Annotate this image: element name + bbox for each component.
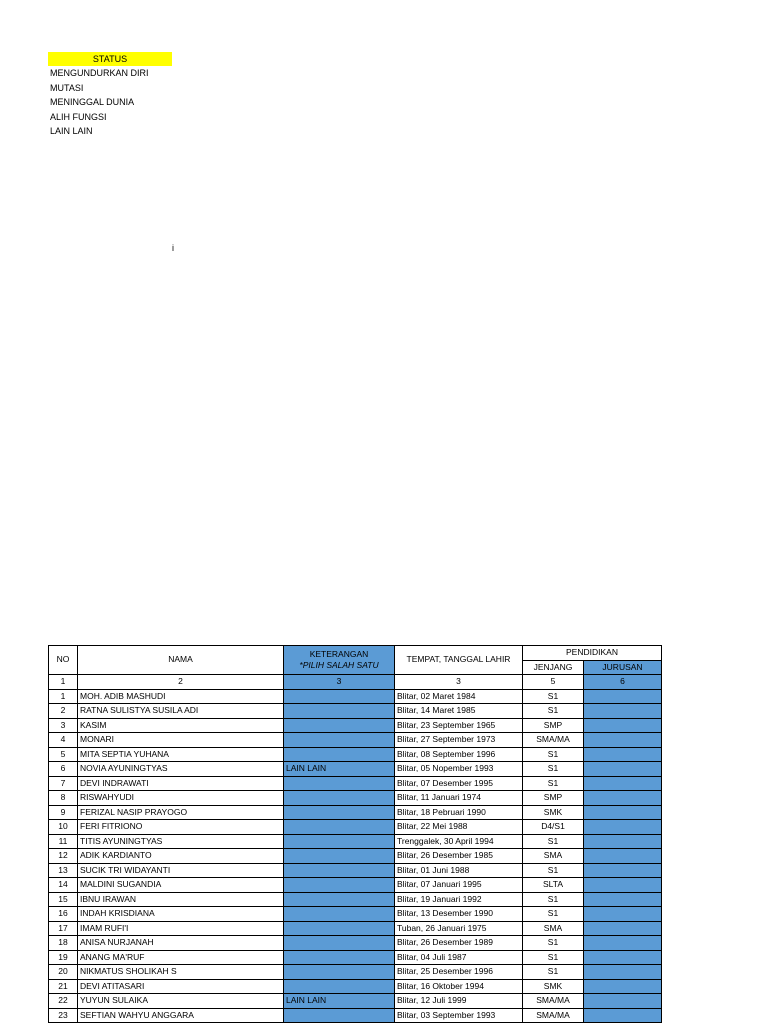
cell-keterangan[interactable] [284, 950, 395, 965]
cell-no: 11 [49, 834, 78, 849]
cell-keterangan[interactable] [284, 733, 395, 748]
cell-ttl: Blitar, 27 September 1973 [395, 733, 523, 748]
cell-jurusan[interactable] [584, 718, 662, 733]
cell-nama: INDAH KRISDIANA [78, 907, 284, 922]
cell-ttl: Blitar, 04 Juli 1987 [395, 950, 523, 965]
table-row [49, 863, 662, 878]
cell-ttl: Blitar, 07 Desember 1995 [395, 776, 523, 791]
cell-jurusan[interactable] [584, 834, 662, 849]
cell-jenjang: S1 [523, 892, 584, 907]
cell-ttl: Blitar, 19 Januari 1992 [395, 892, 523, 907]
numbering-cell: 3 [395, 675, 523, 690]
table-row [49, 820, 662, 835]
cell-no: 7 [49, 776, 78, 791]
cell-jurusan[interactable] [584, 878, 662, 893]
cell-jenjang: SMK [523, 805, 584, 820]
cell-nama: ANISA NURJANAH [78, 936, 284, 951]
cell-jurusan[interactable] [584, 994, 662, 1009]
cell-keterangan[interactable] [284, 921, 395, 936]
table-row [49, 776, 662, 791]
cell-keterangan[interactable] [284, 849, 395, 864]
cell-jenjang: SMP [523, 718, 584, 733]
cell-ttl: Blitar, 23 September 1965 [395, 718, 523, 733]
cell-no: 20 [49, 965, 78, 980]
cell-ttl: Blitar, 02 Maret 1984 [395, 689, 523, 704]
cell-jurusan[interactable] [584, 820, 662, 835]
cell-jurusan[interactable] [584, 907, 662, 922]
cell-nama: YUYUN SULAIKA [78, 994, 284, 1009]
numbering-cell: 2 [78, 675, 284, 690]
table-row [49, 791, 662, 806]
cell-keterangan[interactable] [284, 704, 395, 719]
cell-keterangan[interactable] [284, 689, 395, 704]
cell-nama: ANANG MA'RUF [78, 950, 284, 965]
cell-keterangan[interactable]: LAIN LAIN [284, 762, 395, 777]
cell-nama: DEVI INDRAWATI [78, 776, 284, 791]
table-row [49, 921, 662, 936]
header-keterangan-label: KETERANGAN [309, 649, 369, 659]
table-row [49, 762, 662, 777]
numbering-cell: 6 [584, 675, 662, 690]
cell-jenjang: S1 [523, 689, 584, 704]
cell-ttl: Blitar, 13 Desember 1990 [395, 907, 523, 922]
cell-jurusan[interactable] [584, 805, 662, 820]
cell-jenjang: S1 [523, 965, 584, 980]
cell-keterangan[interactable] [284, 820, 395, 835]
cell-jurusan[interactable] [584, 892, 662, 907]
cell-nama: FERIZAL NASIP PRAYOGO [78, 805, 284, 820]
cell-keterangan[interactable] [284, 965, 395, 980]
table-row [49, 878, 662, 893]
cell-keterangan[interactable] [284, 776, 395, 791]
cell-no: 13 [49, 863, 78, 878]
table-row [49, 965, 662, 980]
header-jenjang: JENJANG [523, 660, 584, 675]
cell-jenjang: SMA/MA [523, 1008, 584, 1023]
cell-nama: TITIS AYUNINGTYAS [78, 834, 284, 849]
cell-nama: KASIM [78, 718, 284, 733]
cell-jenjang: SLTA [523, 878, 584, 893]
cell-jurusan[interactable] [584, 936, 662, 951]
table-row [49, 733, 662, 748]
cell-ttl: Blitar, 07 Januari 1995 [395, 878, 523, 893]
cell-jurusan[interactable] [584, 776, 662, 791]
header-nama: NAMA [78, 646, 284, 675]
cell-jenjang: S1 [523, 776, 584, 791]
table-row [49, 1008, 662, 1023]
cell-jurusan[interactable] [584, 863, 662, 878]
cell-no: 3 [49, 718, 78, 733]
cell-no: 17 [49, 921, 78, 936]
cell-keterangan[interactable] [284, 878, 395, 893]
cell-nama: IMAM RUFI'I [78, 921, 284, 936]
cell-jurusan[interactable] [584, 762, 662, 777]
cell-nama: IBNU IRAWAN [78, 892, 284, 907]
cell-nama: SUCIK TRI WIDAYANTI [78, 863, 284, 878]
stray-text: i [172, 243, 174, 253]
cell-no: 19 [49, 950, 78, 965]
cell-ttl: Blitar, 05 Nopember 1993 [395, 762, 523, 777]
cell-ttl: Blitar, 25 Desember 1996 [395, 965, 523, 980]
cell-no: 2 [49, 704, 78, 719]
cell-jurusan[interactable] [584, 1008, 662, 1023]
cell-no: 14 [49, 878, 78, 893]
status-item: ALIH FUNGSI [50, 111, 107, 122]
cell-no: 10 [49, 820, 78, 835]
cell-no: 9 [49, 805, 78, 820]
cell-keterangan[interactable] [284, 907, 395, 922]
table-row [49, 834, 662, 849]
header-keterangan [284, 646, 395, 675]
cell-jurusan[interactable] [584, 921, 662, 936]
status-list [48, 52, 172, 139]
status-item: MENINGGAL DUNIA [50, 97, 135, 107]
cell-ttl: Blitar, 14 Maret 1985 [395, 704, 523, 719]
cell-keterangan[interactable] [284, 834, 395, 849]
cell-no: 8 [49, 791, 78, 806]
cell-keterangan[interactable] [284, 718, 395, 733]
cell-jenjang: SMA/MA [523, 994, 584, 1009]
cell-no: 16 [49, 907, 78, 922]
cell-nama: MOH. ADIB MASHUDI [78, 689, 284, 704]
cell-jenjang: S1 [523, 747, 584, 762]
cell-jurusan[interactable] [584, 689, 662, 704]
cell-ttl: Blitar, 16 Oktober 1994 [395, 979, 523, 994]
header-ttl: TEMPAT, TANGGAL LAHIR [395, 646, 523, 675]
table-row [49, 979, 662, 994]
cell-no: 15 [49, 892, 78, 907]
cell-keterangan[interactable] [284, 936, 395, 951]
cell-nama: SEFTIAN WAHYU ANGGARA [78, 1008, 284, 1023]
cell-jenjang: S1 [523, 704, 584, 719]
cell-ttl: Blitar, 22 Mei 1988 [395, 820, 523, 835]
status-item: MENGUNDURKAN DIRI [50, 68, 149, 78]
table-row [49, 994, 662, 1009]
cell-jurusan[interactable] [584, 950, 662, 965]
numbering-cell: 1 [49, 675, 78, 690]
table-row [49, 892, 662, 907]
cell-ttl: Tuban, 26 Januari 1975 [395, 921, 523, 936]
cell-keterangan[interactable] [284, 1008, 395, 1023]
table-row [49, 718, 662, 733]
cell-jenjang: S1 [523, 863, 584, 878]
cell-ttl: Blitar, 26 Desember 1989 [395, 936, 523, 951]
numbering-cell: 5 [523, 675, 584, 690]
cell-nama: RISWAHYUDI [78, 791, 284, 806]
header-no: NO [49, 646, 78, 675]
cell-nama: ADIK KARDIANTO [78, 849, 284, 864]
table-row [49, 907, 662, 922]
cell-no: 5 [49, 747, 78, 762]
cell-nama: NOVIA AYUNINGTYAS [78, 762, 284, 777]
cell-no: 4 [49, 733, 78, 748]
status-item: MUTASI [50, 82, 84, 93]
table-row [49, 704, 662, 719]
cell-jenjang: SMA/MA [523, 733, 584, 748]
cell-jenjang: D4/S1 [523, 820, 584, 835]
header-keterangan-note: *PILIH SALAH SATU [299, 660, 379, 670]
numbering-cell: 3 [284, 675, 395, 690]
cell-ttl: Blitar, 12 Juli 1999 [395, 994, 523, 1009]
cell-nama: NIKMATUS SHOLIKAH S [78, 965, 284, 980]
numbering-row [49, 675, 662, 690]
cell-nama: FERI FITRIONO [78, 820, 284, 835]
cell-no: 23 [49, 1008, 78, 1023]
cell-jenjang: SMK [523, 979, 584, 994]
cell-ttl: Blitar, 08 September 1996 [395, 747, 523, 762]
cell-no: 22 [49, 994, 78, 1009]
cell-jurusan[interactable] [584, 979, 662, 994]
cell-keterangan[interactable] [284, 863, 395, 878]
cell-ttl: Trenggalek, 30 April 1994 [395, 834, 523, 849]
header-pendidikan: PENDIDIKAN [523, 646, 662, 661]
cell-jenjang: SMA [523, 849, 584, 864]
table-row [49, 849, 662, 864]
status-item: LAIN LAIN [50, 126, 93, 136]
cell-ttl: Blitar, 01 Juni 1988 [395, 863, 523, 878]
table-row [49, 689, 662, 704]
cell-no: 12 [49, 849, 78, 864]
cell-jurusan[interactable] [584, 747, 662, 762]
header-jurusan: JURUSAN [584, 660, 662, 675]
cell-ttl: Blitar, 11 Januari 1974 [395, 791, 523, 806]
cell-keterangan[interactable]: LAIN LAIN [284, 994, 395, 1009]
cell-jurusan[interactable] [584, 965, 662, 980]
table-row [49, 936, 662, 951]
cell-jenjang: SMA [523, 921, 584, 936]
cell-jurusan[interactable] [584, 791, 662, 806]
cell-jurusan[interactable] [584, 704, 662, 719]
cell-nama: MALDINI SUGANDIA [78, 878, 284, 893]
cell-jenjang: S1 [523, 950, 584, 965]
table-row [49, 747, 662, 762]
table-row [49, 805, 662, 820]
cell-keterangan[interactable] [284, 979, 395, 994]
cell-jenjang: S1 [523, 762, 584, 777]
cell-no: 21 [49, 979, 78, 994]
cell-keterangan[interactable] [284, 791, 395, 806]
cell-jenjang: S1 [523, 834, 584, 849]
cell-no: 6 [49, 762, 78, 777]
cell-no: 18 [49, 936, 78, 951]
cell-keterangan[interactable] [284, 805, 395, 820]
cell-ttl: Blitar, 18 Pebruari 1990 [395, 805, 523, 820]
cell-nama: MITA SEPTIA YUHANA [78, 747, 284, 762]
employee-table [48, 645, 662, 1023]
cell-jenjang: S1 [523, 907, 584, 922]
cell-jenjang: S1 [523, 936, 584, 951]
cell-ttl: Blitar, 03 September 1993 [395, 1008, 523, 1023]
cell-keterangan[interactable] [284, 892, 395, 907]
cell-jurusan[interactable] [584, 733, 662, 748]
cell-jenjang: SMP [523, 791, 584, 806]
status-header: STATUS [48, 52, 172, 66]
cell-nama: MONARI [78, 733, 284, 748]
cell-ttl: Blitar, 26 Desember 1985 [395, 849, 523, 864]
cell-nama: RATNA SULISTYA SUSILA ADI [78, 704, 284, 719]
table-row [49, 950, 662, 965]
cell-jurusan[interactable] [584, 849, 662, 864]
cell-keterangan[interactable] [284, 747, 395, 762]
cell-nama: DEVI ATITASARI [78, 979, 284, 994]
cell-no: 1 [49, 689, 78, 704]
